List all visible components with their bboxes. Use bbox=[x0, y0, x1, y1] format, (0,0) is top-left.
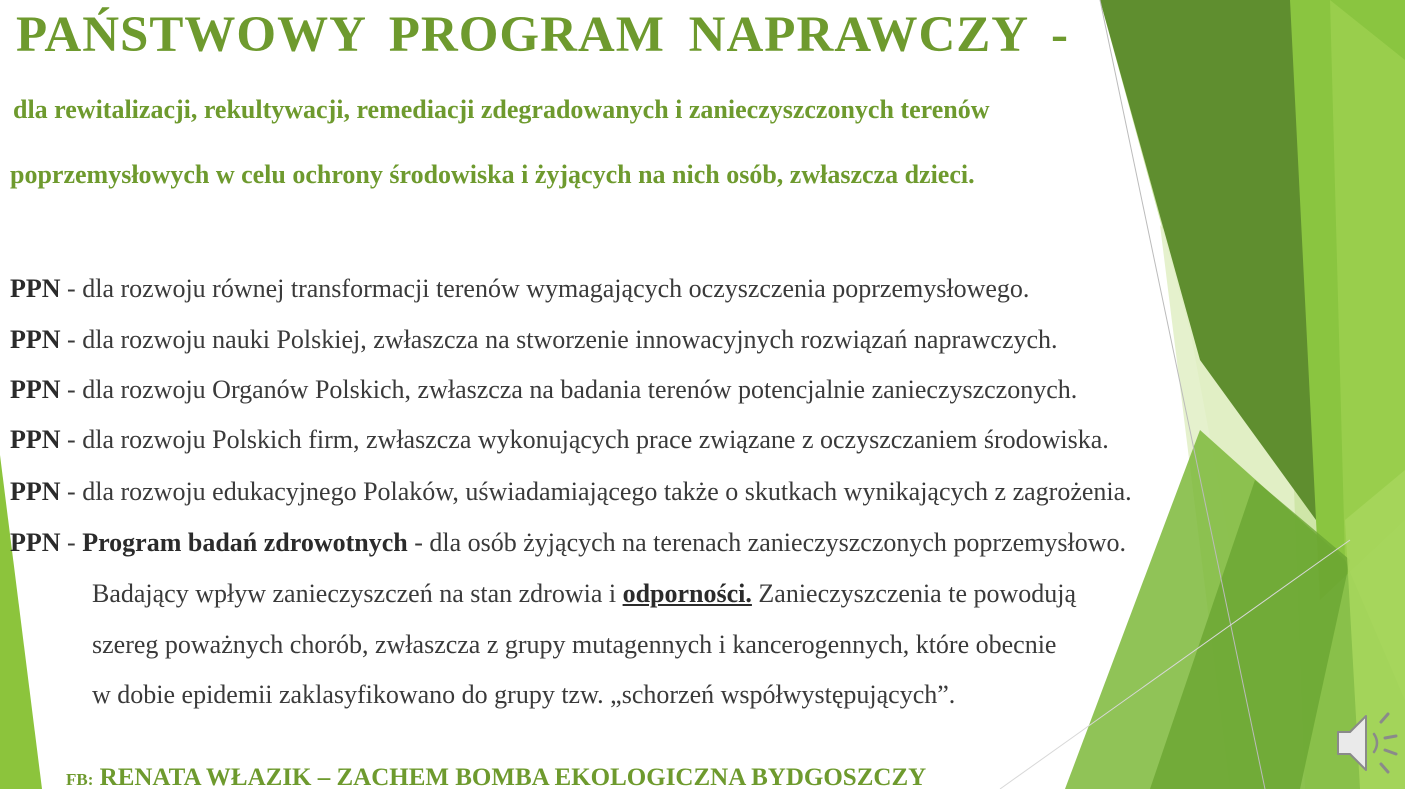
ppn-acronym: PPN bbox=[10, 274, 61, 303]
ppn-item-education bbox=[10, 477, 1132, 507]
item-separator: - bbox=[60, 528, 83, 557]
immunity-underlined-term: odporności. bbox=[622, 579, 752, 608]
footer-prefix: FB: bbox=[66, 770, 94, 789]
item-text: dla rozwoju Organów Polskich, zwłaszcza na badania terenów potencjalnie zanieczyszczonych. bbox=[82, 375, 1078, 404]
ppn-acronym: PPN bbox=[10, 325, 61, 354]
item-separator: - bbox=[60, 375, 83, 404]
description-text: Zanieczyszczenia te powodują bbox=[751, 579, 1077, 608]
footer-text: RENATA WŁAZIK – ZACHEM BOMBA EKOLOGICZNA BYDGOSZCZY bbox=[93, 764, 927, 791]
ppn-acronym: PPN bbox=[10, 528, 61, 557]
item-separator: - bbox=[60, 477, 83, 506]
speaker-icon[interactable] bbox=[1334, 708, 1404, 778]
item-text: - dla osób żyjących na terenach zanieczyszczonych poprzemysłowo. bbox=[407, 528, 1127, 557]
footer-credit bbox=[66, 764, 926, 792]
ppn-item-science bbox=[10, 325, 1058, 355]
ppn-item-authorities bbox=[10, 375, 1077, 405]
subtitle-line-1: dla rewitalizacji, rekultywacji, remediacji zdegradowanych i zanieczyszczonych terenów bbox=[13, 95, 990, 124]
description-text: Badający wpływ zanieczyszczeń na stan zdrowia i bbox=[92, 579, 623, 608]
ppn-item-health-program bbox=[10, 528, 1126, 558]
item-text: dla rozwoju Polskich firm, zwłaszcza wykonujących prace związane z oczyszczaniem środowiska. bbox=[82, 425, 1109, 454]
page-title: PAŃSTWOWY PROGRAM NAPRAWCZY - bbox=[16, 7, 1069, 63]
health-description-line-1 bbox=[92, 579, 1076, 609]
ppn-item-transformation bbox=[10, 274, 1029, 304]
item-separator: - bbox=[60, 274, 83, 303]
ppn-acronym: PPN bbox=[10, 425, 61, 454]
health-program-label: Program badań zdrowotnych bbox=[82, 528, 408, 557]
ppn-item-companies bbox=[10, 425, 1109, 455]
ppn-acronym: PPN bbox=[10, 477, 61, 506]
ppn-acronym: PPN bbox=[10, 375, 61, 404]
item-separator: - bbox=[60, 325, 83, 354]
item-text: dla rozwoju edukacyjnego Polaków, uświadamiającego także o skutkach wynikających z zagrożenia. bbox=[82, 477, 1132, 506]
health-description-line-3: w dobie epidemii zaklasyfikowano do grupy tzw. „schorzeń współwystępujących”. bbox=[92, 680, 956, 709]
item-text: dla rozwoju równej transformacji terenów wymagających oczyszczenia poprzemysłowego. bbox=[82, 274, 1030, 303]
item-text: dla rozwoju nauki Polskiej, zwłaszcza na stworzenie innowacyjnych rozwiązań naprawczych. bbox=[82, 325, 1058, 354]
health-description-line-2: szereg poważnych chorób, zwłaszcza z grupy mutagennych i kancerogennych, które obecnie bbox=[92, 630, 1057, 659]
item-separator: - bbox=[60, 425, 83, 454]
subtitle-line-2: poprzemysłowych w celu ochrony środowiska i żyjących na nich osób, zwłaszcza dzieci. bbox=[10, 160, 975, 189]
